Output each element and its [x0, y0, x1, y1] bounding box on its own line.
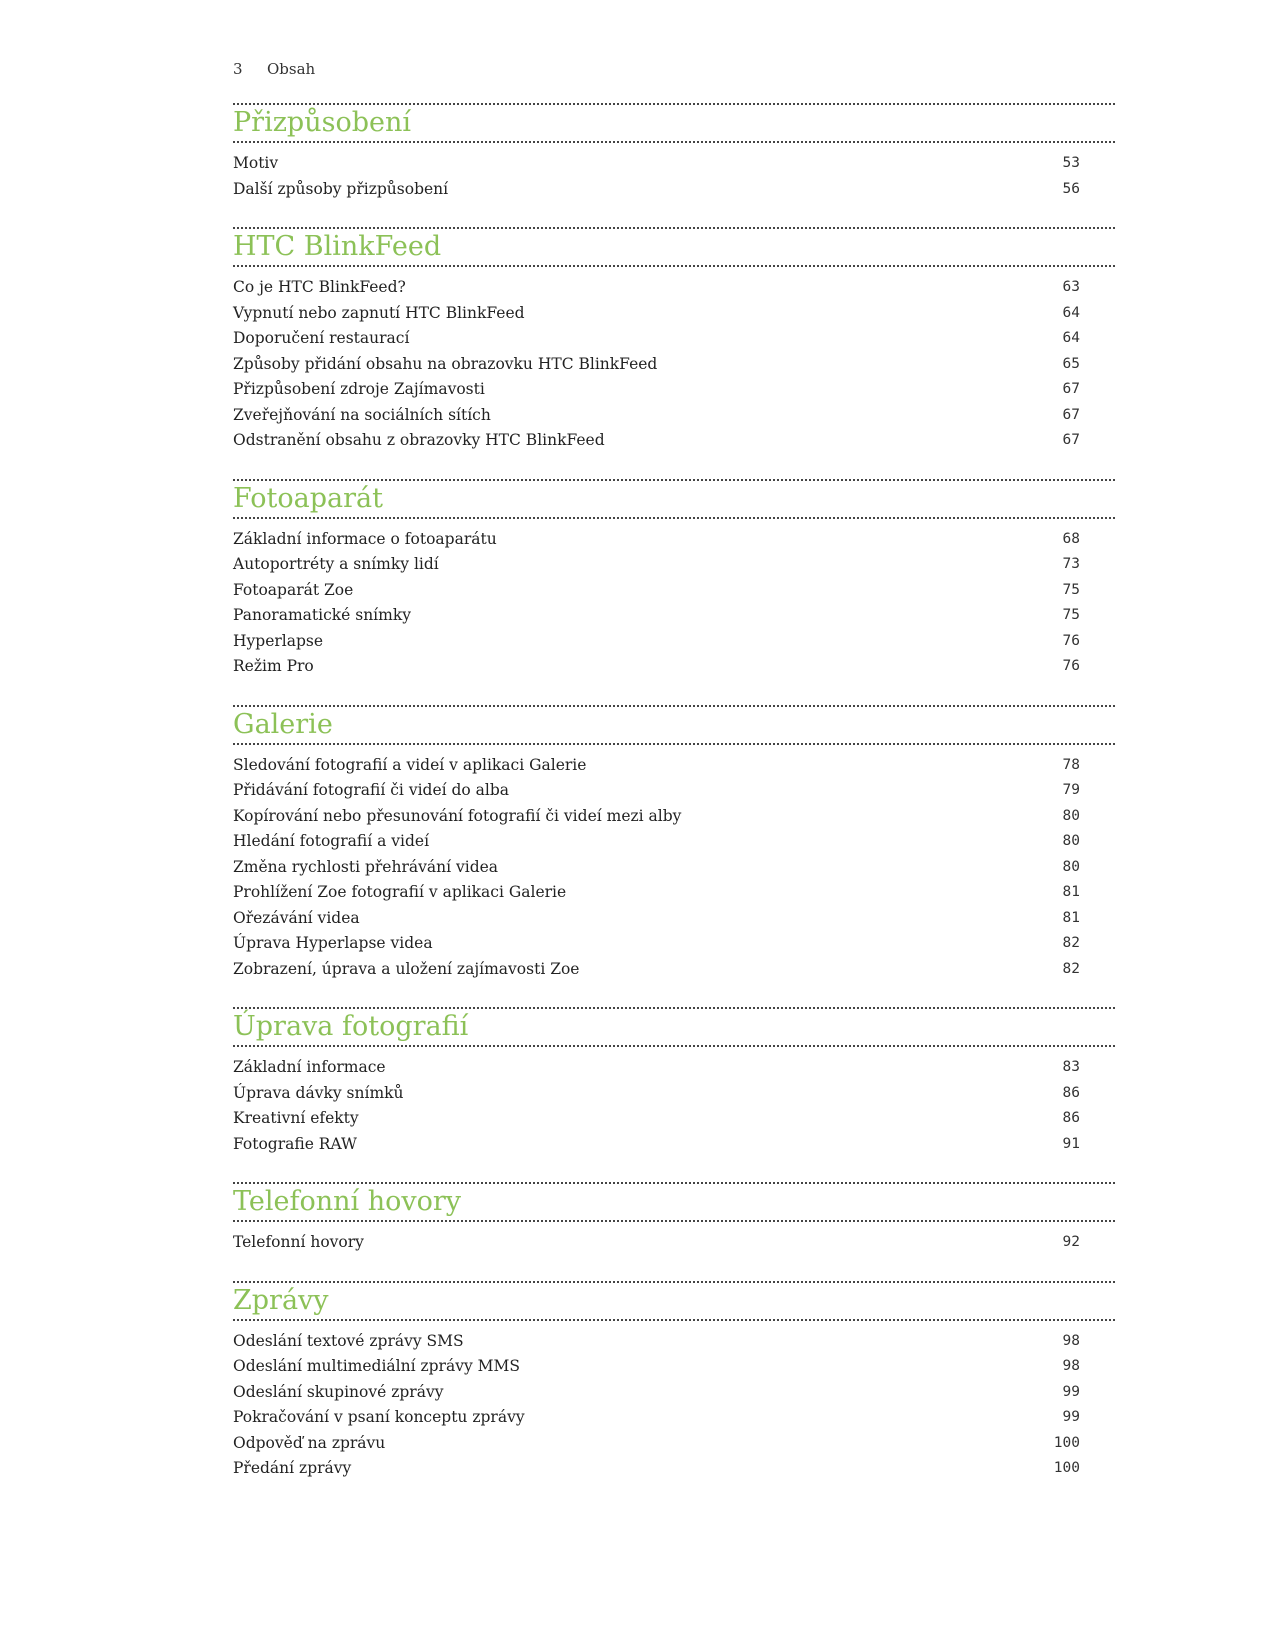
toc-entry-page[interactable]: 80: [1062, 858, 1080, 875]
toc-entry-page[interactable]: 63: [1062, 279, 1080, 295]
toc-entry[interactable]: [233, 778, 1115, 804]
section-header: [233, 227, 1115, 267]
toc-entry-label[interactable]: Kreativní efekty: [233, 1109, 359, 1127]
toc-section: [233, 103, 1115, 202]
section-title[interactable]: Přizpůsobení: [233, 107, 412, 138]
toc-entry-page[interactable]: 53: [1062, 155, 1080, 171]
toc-entry-label[interactable]: Přidávání fotografií či videí do alba: [233, 781, 510, 799]
toc-entry-page[interactable]: 76: [1062, 658, 1080, 674]
section-title[interactable]: HTC BlinkFeed: [233, 231, 442, 262]
toc-entry-page[interactable]: 68: [1062, 530, 1080, 547]
toc-entry[interactable]: [233, 275, 1115, 301]
toc-entry-page[interactable]: 79: [1062, 782, 1080, 798]
toc-entry[interactable]: [233, 1230, 1115, 1256]
toc-entry[interactable]: [233, 957, 1115, 983]
toc-entry-label[interactable]: Ořezávání videa: [233, 908, 360, 927]
section-header: [233, 705, 1115, 745]
toc-entry[interactable]: [233, 1081, 1115, 1107]
header-title: Obsah: [267, 60, 316, 78]
toc-entry-page[interactable]: 83: [1062, 1059, 1080, 1075]
toc-entry-page[interactable]: 81: [1062, 909, 1080, 926]
section-title[interactable]: Galerie: [233, 708, 333, 740]
toc-entry-label[interactable]: Kopírování nebo přesunování fotografií či videí mezi alby: [233, 806, 682, 825]
toc-entry-page[interactable]: 82: [1062, 935, 1080, 951]
toc-entry-label[interactable]: Co je HTC BlinkFeed?: [233, 278, 406, 296]
toc-entry-page[interactable]: 86: [1062, 1084, 1080, 1101]
section-title[interactable]: Telefonní hovory: [233, 1186, 462, 1217]
toc-entry[interactable]: [233, 906, 1115, 932]
toc-entry-label[interactable]: Odeslání skupinové zprávy: [233, 1382, 444, 1401]
toc-entry-label[interactable]: Hyperlapse: [233, 631, 324, 650]
toc-entry[interactable]: [233, 428, 1115, 454]
toc-entry-page[interactable]: 78: [1062, 756, 1080, 773]
toc-entry-page[interactable]: 80: [1062, 807, 1080, 824]
toc-entry-page[interactable]: 73: [1062, 556, 1080, 572]
toc-entry-label[interactable]: Odpověď na zprávu: [233, 1433, 386, 1452]
toc-entry-label[interactable]: Přizpůsobení zdroje Zajímavosti: [233, 380, 485, 398]
toc-entry-page[interactable]: 75: [1062, 581, 1080, 598]
toc-entry-page[interactable]: 75: [1062, 607, 1080, 623]
toc-entry-page[interactable]: 67: [1062, 381, 1080, 397]
page-number: 3: [233, 60, 243, 78]
toc-entry[interactable]: [233, 603, 1115, 629]
toc-entry-label[interactable]: Základní informace o fotoaparátu: [233, 529, 497, 548]
toc-entry[interactable]: [233, 1431, 1115, 1457]
toc-entry-page[interactable]: 99: [1062, 1383, 1080, 1400]
toc-section: [233, 227, 1115, 454]
toc-entry[interactable]: [233, 301, 1115, 327]
toc-entry-label[interactable]: Základní informace: [233, 1058, 386, 1076]
toc-entry-label[interactable]: Předání zprávy: [233, 1459, 352, 1477]
toc-entry[interactable]: [233, 1405, 1115, 1431]
page-header: [233, 60, 315, 78]
section-title[interactable]: Zprávy: [233, 1284, 329, 1316]
toc-entry[interactable]: [233, 1380, 1115, 1406]
toc-entry[interactable]: [233, 352, 1115, 378]
toc-entry[interactable]: [233, 403, 1115, 429]
toc-entry-label[interactable]: Další způsoby přizpůsobení: [233, 179, 449, 198]
toc-entry-label[interactable]: Hledání fotografií a videí: [233, 832, 430, 850]
toc-entry[interactable]: [233, 1055, 1115, 1081]
section-header: [233, 1281, 1115, 1321]
toc-entry-label[interactable]: Odeslání multimediální zprávy MMS: [233, 1357, 520, 1375]
toc-entry-label[interactable]: Zobrazení, úprava a uložení zajímavosti Zoe: [233, 959, 580, 978]
toc-entry-label[interactable]: Úprava Hyperlapse videa: [233, 934, 433, 952]
toc-entry[interactable]: [233, 880, 1115, 906]
toc-entry-label[interactable]: Fotografie RAW: [233, 1134, 357, 1153]
toc-entry[interactable]: [233, 654, 1115, 680]
toc-entry[interactable]: [233, 326, 1115, 352]
toc-entry-label[interactable]: Sledování fotografií a videí v aplikaci Galerie: [233, 755, 587, 774]
toc-section: [233, 1007, 1115, 1157]
toc-entry[interactable]: [233, 151, 1115, 177]
toc-entry-label[interactable]: Autoportréty a snímky lidí: [233, 555, 439, 573]
toc-entry-label[interactable]: Motiv: [233, 154, 279, 172]
toc-section: [233, 479, 1115, 680]
toc-entry-page[interactable]: 65: [1062, 355, 1080, 372]
section-title[interactable]: Úprava fotografií: [233, 1011, 469, 1042]
toc-entry-label[interactable]: Vypnutí nebo zapnutí HTC BlinkFeed: [233, 303, 525, 322]
toc-entry-page[interactable]: 86: [1062, 1110, 1080, 1126]
toc-section: [233, 1281, 1115, 1482]
toc-entry-page[interactable]: 82: [1062, 960, 1080, 977]
toc-entry[interactable]: [233, 804, 1115, 830]
toc-entry-label[interactable]: Panoramatické snímky: [233, 606, 411, 624]
toc-entry-page[interactable]: 100: [1053, 1434, 1080, 1451]
toc-entry-label[interactable]: Doporučení restaurací: [233, 329, 410, 347]
toc-entry[interactable]: [233, 1132, 1115, 1158]
toc-entry-page[interactable]: 80: [1062, 833, 1080, 849]
toc-entry-label[interactable]: Zveřejňování na sociálních sítích: [233, 405, 491, 424]
toc-entry[interactable]: [233, 629, 1115, 655]
toc-entry[interactable]: [233, 527, 1115, 553]
toc-entry[interactable]: [233, 855, 1115, 881]
toc-entry[interactable]: [233, 931, 1115, 957]
toc-entry-label[interactable]: Úprava dávky snímků: [233, 1083, 404, 1102]
toc-section: [233, 1182, 1115, 1256]
toc-entry[interactable]: [233, 1329, 1115, 1355]
toc-entry-label[interactable]: Telefonní hovory: [233, 1233, 364, 1251]
toc-entry-label[interactable]: Odstranění obsahu z obrazovky HTC BlinkFeed: [233, 431, 605, 449]
toc-entry-label[interactable]: Pokračování v psaní konceptu zprávy: [233, 1408, 525, 1426]
toc-entry-label[interactable]: Režim Pro: [233, 657, 314, 675]
toc-entry[interactable]: [233, 377, 1115, 403]
toc-entry-page[interactable]: 67: [1062, 406, 1080, 423]
toc-entry-page[interactable]: 91: [1062, 1135, 1080, 1152]
toc-entry-label[interactable]: Fotoaparát Zoe: [233, 580, 354, 599]
toc-entry[interactable]: [233, 753, 1115, 779]
toc-entry-label[interactable]: Odeslání textové zprávy SMS: [233, 1331, 464, 1350]
toc-entry-page[interactable]: 98: [1062, 1358, 1080, 1374]
toc-entry[interactable]: [233, 1456, 1115, 1482]
toc-entry-page[interactable]: 56: [1062, 180, 1080, 197]
toc-entry[interactable]: [233, 829, 1115, 855]
section-header: [233, 479, 1115, 519]
toc-entry[interactable]: [233, 1106, 1115, 1132]
toc-entry[interactable]: [233, 1354, 1115, 1380]
section-title[interactable]: Fotoaparát: [233, 482, 383, 514]
section-header: [233, 1182, 1115, 1222]
table-of-contents: [233, 103, 1115, 1507]
toc-entry-page[interactable]: 98: [1062, 1332, 1080, 1349]
toc-entry-label[interactable]: Změna rychlosti přehrávání videa: [233, 857, 499, 876]
toc-entry-page[interactable]: 81: [1062, 884, 1080, 900]
toc-entry[interactable]: [233, 177, 1115, 203]
toc-entry-page[interactable]: 99: [1062, 1409, 1080, 1425]
toc-entry-page[interactable]: 64: [1062, 304, 1080, 321]
toc-entry-page[interactable]: 64: [1062, 330, 1080, 346]
toc-entry[interactable]: [233, 578, 1115, 604]
section-header: [233, 1007, 1115, 1047]
toc-entry-page[interactable]: 92: [1062, 1234, 1080, 1250]
toc-entry[interactable]: [233, 552, 1115, 578]
toc-entry-label[interactable]: Prohlížení Zoe fotografií v aplikaci Galerie: [233, 883, 567, 901]
section-header: [233, 103, 1115, 143]
toc-section: [233, 705, 1115, 983]
toc-entry-page[interactable]: 67: [1062, 432, 1080, 448]
toc-entry-label[interactable]: Způsoby přidání obsahu na obrazovku HTC BlinkFeed: [233, 354, 658, 373]
toc-entry-page[interactable]: 76: [1062, 632, 1080, 649]
toc-entry-page[interactable]: 100: [1053, 1460, 1080, 1476]
